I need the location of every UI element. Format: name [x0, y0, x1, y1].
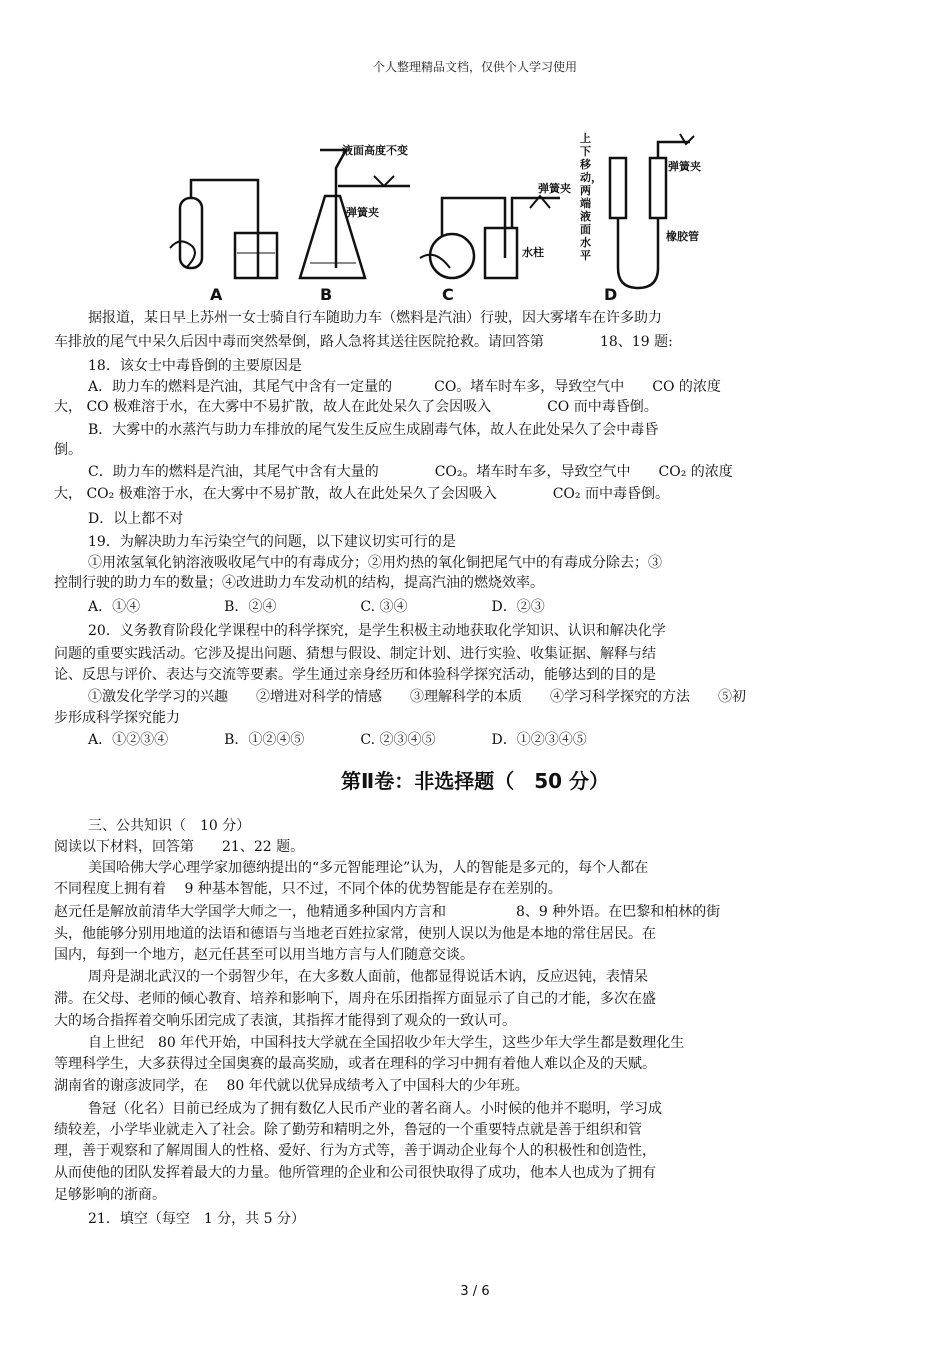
reading-text-line: 国内，每到一个地方，赵元任甚至可以用当地方言与人们随意交谈。 — [54, 947, 474, 963]
question-text-line: 论、反思与评价、表达与交流等要素。学生通过亲身经历和体验科学探究活动，能够达到的目的是 — [54, 667, 656, 683]
question-text-line: D．以上都不对 — [88, 511, 184, 527]
reading-text-line: 21．填空（每空 1 分，共 5 分） — [88, 1211, 305, 1227]
reading-text-line: 足够影响的浙商。 — [54, 1187, 166, 1203]
question-text-line: A．①④ B．②④ C. ③④ D．②③ — [88, 599, 545, 615]
reading-text-line: 美国哈佛大学心理学家加德纳提出的“多元智能理论”认为，人的智能是多元的，每个人都在 — [88, 860, 649, 876]
question-text-line: 控制行驶的助力车的数量；④改进助力车发动机的结构，提高汽油的燃烧效率。 — [54, 575, 544, 591]
question-text-line: 据报道，某日早上苏州一女士骑自行车随助力车（燃料是汽油）行驶，因大雾堵车在许多助力 — [88, 310, 662, 326]
apparatus-c — [420, 196, 560, 278]
label-d-vertical: 上下移动，两端液面水平 — [580, 132, 602, 262]
question-text-line: 问题的重要实践活动。它涉及提出问题、猜想与假设、制定计划、进行实验、收集证据、解释与结 — [54, 646, 656, 662]
reading-text-line: 鲁冠（化名）目前已经成为了拥有数亿人民币产业的著名商人。小时候的他并不聪明，学习成 — [88, 1101, 662, 1117]
label-d: D — [604, 285, 618, 304]
reading-text-line: 阅读以下材料，回答第 21、22 题。 — [54, 839, 305, 855]
reading-text-line: 自上世纪 80 年代开始，中国科技大学就在全国招收少年大学生，这些少年大学生都是数理化生 — [88, 1035, 685, 1051]
label-a: A — [210, 285, 223, 304]
reading-text-line: 等理科学生，大多获得过全国奥赛的最高奖励，或者在理科的学习中拥有着他人难以企及的天赋。 — [54, 1056, 656, 1072]
question-text-line: A．①②③④ B．①②④⑤ C. ②③④⑤ D．①②③④⑤ — [88, 732, 587, 748]
question-text-line: 倒。 — [54, 442, 82, 458]
reading-text-line: 湖南省的谢彦波同学，在 80 年代就以优异成绩考入了中国科大的少年班。 — [54, 1078, 529, 1094]
page-header: 个人整理精品文档，仅供个人学习使用 — [372, 60, 577, 74]
label-c-water: 水柱 — [522, 246, 544, 259]
question-text-line: 大， CO₂ 极难溶于水，在大雾中不易扩散，故人在此处呆久了会因吸入 CO₂ 而中毒昏倒。 — [54, 486, 669, 502]
reading-text-line: 大的场合指挥着交响乐团完成了表演，其指挥才能得到了观众的一致认可。 — [54, 1013, 516, 1029]
question-text-line: ①用浓氢氧化钠溶液吸收尾气中的有毒成分；②用灼热的氧化铜把尾气中的有毒成分除去；③ — [88, 555, 662, 571]
label-d-clamp: 弹簧夹 — [668, 160, 701, 173]
apparatus-a — [170, 180, 277, 278]
reading-text-line: 绩较差，小学毕业就走入了社会。除了勤劳和精明之外，鲁冠的一个重要特点就是善于组织和管 — [54, 1122, 642, 1138]
section-title: 第Ⅱ卷：非选择题（ 50 分） — [341, 769, 609, 793]
reading-text-line: 赵元任是解放前清华大学国学大师之一，他精通多种国内方言和 8、9 种外语。在巴黎和柏林的街 — [54, 904, 721, 920]
question-text-line: 车排放的尾气中呆久后因中毒而突然晕倒，路人急将其送往医院抢救。请回答第 18、19 题: — [54, 334, 673, 350]
reading-text-line: 滞。在父母、老师的倾心教育、培养和影响下，周舟在乐团指挥方面显示了自己的才能，多次在盛 — [54, 991, 656, 1007]
reading-text-line: 周舟是湖北武汉的一个弱智少年，在大多数人面前，他都显得说话木讷，反应迟钝，表情呆 — [88, 969, 648, 985]
question-text-line: C．助力车的燃料是汽油，其尾气中含有大量的 CO₂。堵车时车多，导致空气中 CO₂ 的浓度 — [88, 464, 733, 480]
reading-text-line: 头，他能够分别用地道的法语和德语与当地老百姓拉家常，使别人误以为他是本地的常住居民。在 — [54, 926, 656, 942]
label-b-clamp: 弹簧夹 — [346, 206, 379, 219]
label-c: C — [442, 285, 454, 304]
question-text-line: 大， CO 极难溶于水，在大雾中不易扩散，故人在此处呆久了会因吸入 CO 而中毒昏倒。 — [54, 399, 658, 415]
question-text-line: 19．为解决助力车污染空气的问题，以下建议切实可行的是 — [88, 534, 456, 550]
reading-text-line: 不同程度上拥有着 9 种基本智能，只不过，不同个体的优势智能是存在差别的。 — [54, 881, 562, 897]
reading-text-line: 三、公共知识（ 10 分） — [88, 818, 251, 834]
question-text-line: A．助力车的燃料是汽油，其尾气中含有一定量的 CO。堵车时车多，导致空气中 CO 的浓度 — [88, 379, 721, 395]
apparatus-diagram — [160, 128, 712, 304]
label-d-tube: 橡胶管 — [666, 230, 699, 243]
label-b-top: 液面高度不变 — [342, 144, 408, 157]
label-b: B — [320, 285, 333, 304]
reading-text-line: 理，善于观察和了解周围人的性格、爱好、行为方式等，善于调动企业每个人的积极性和创造性， — [54, 1143, 656, 1159]
apparatus-d — [610, 134, 694, 288]
question-text-line: ①激发化学学习的兴趣 ②增进对科学的情感 ③理解科学的本质 ④学习科学探究的方法 ⑤初 — [88, 689, 746, 705]
question-text-line: 步形成科学探究能力 — [54, 710, 180, 726]
question-text-line: 20．义务教育阶段化学课程中的科学探究，是学生积极主动地获取化学知识、认识和解决化学 — [88, 623, 666, 639]
apparatus-figure — [160, 128, 712, 304]
question-text-line: 18．该女士中毒昏倒的主要原因是 — [88, 358, 302, 374]
question-text-line: B．大雾中的水蒸汽与助力车排放的尾气发生反应生成剧毒气体，故人在此处呆久了会中毒昏 — [88, 422, 659, 438]
label-c-clamp: 弹簧夹 — [538, 182, 571, 195]
reading-text-line: 从而使他的团队发挥着最大的力量。他所管理的企业和公司很快取得了成功，他本人也成为了拥有 — [54, 1165, 656, 1181]
page-number: 3 / 6 — [460, 1284, 490, 1299]
